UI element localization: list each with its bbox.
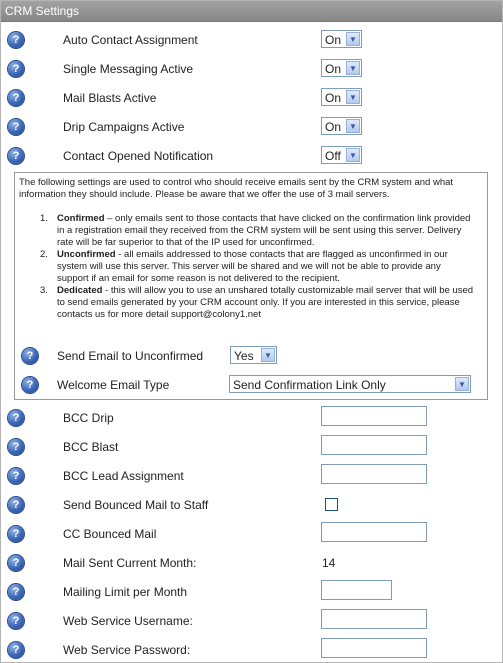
welcome-email-type-value: Send Confirmation Link Only (233, 378, 386, 392)
bounced-to-staff-checkbox[interactable] (325, 498, 338, 511)
auto-contact-assignment-select[interactable] (321, 30, 362, 48)
row-contact-opened (1, 144, 502, 168)
help-icon[interactable]: ? (8, 439, 24, 455)
single-messaging-label: Single Messaging Active (63, 62, 194, 76)
help-icon[interactable]: ? (8, 410, 24, 426)
list-item-text: – only emails sent to those contacts that have clicked on the confirmation link provided in a registration email they received from the CRM system will be sent using this server. Delivery rate will be far superior to that of the IP used for unconfirmed. (57, 213, 471, 248)
list-item-title: Unconfirmed (57, 249, 116, 260)
bcc-lead-assignment-label: BCC Lead Assignment (63, 469, 184, 483)
section-header: CRM Settings (1, 1, 502, 22)
mail-sent-month-label: Mail Sent Current Month: (63, 556, 197, 570)
help-icon[interactable]: ? (8, 526, 24, 542)
help-icon[interactable]: ? (8, 468, 24, 484)
row-ws-password (1, 638, 502, 662)
row-drip-campaigns (1, 115, 502, 139)
row-mailing-limit (1, 580, 502, 604)
help-icon[interactable]: ? (8, 497, 24, 513)
mail-blasts-label: Mail Blasts Active (63, 91, 157, 105)
send-unconfirmed-value: Yes (234, 349, 254, 363)
single-messaging-select[interactable] (321, 59, 362, 77)
mail-blasts-select[interactable] (321, 88, 362, 106)
mail-sent-month-value: 14 (322, 556, 336, 570)
mailing-limit-label: Mailing Limit per Month (63, 585, 188, 599)
ws-username-input[interactable] (321, 609, 427, 629)
list-item (15, 285, 485, 321)
mailing-limit-input[interactable] (321, 580, 392, 600)
help-icon[interactable]: ? (22, 348, 38, 364)
drip-campaigns-select[interactable] (321, 117, 362, 135)
chevron-down-icon[interactable]: ▼ (346, 119, 360, 133)
send-unconfirmed-select[interactable] (230, 346, 277, 364)
row-bounced-to-staff (1, 493, 502, 517)
cc-bounced-mail-input[interactable] (321, 522, 427, 542)
list-item (15, 213, 485, 249)
help-icon[interactable]: ? (8, 32, 24, 48)
row-send-unconfirmed (15, 344, 487, 368)
help-icon[interactable]: ? (8, 584, 24, 600)
row-mail-blasts (1, 86, 502, 110)
cc-bounced-mail-label: CC Bounced Mail (63, 527, 157, 541)
help-icon[interactable]: ? (8, 642, 24, 658)
list-item-number: 2. (40, 249, 48, 260)
auto-contact-assignment-label: Auto Contact Assignment (63, 33, 198, 47)
contact-opened-label: Contact Opened Notification (63, 149, 214, 163)
bcc-drip-label: BCC Drip (63, 411, 114, 425)
chevron-down-icon[interactable]: ▼ (455, 377, 469, 391)
mail-server-info-box (14, 172, 488, 400)
list-item (15, 249, 485, 285)
ws-password-label: Web Service Password: (63, 643, 191, 657)
help-icon[interactable]: ? (8, 613, 24, 629)
info-intro-text: The following settings are used to control who should receive emails sent by the CRM system and what information they should include. Please be aware that we offer the use of 3 mail servers. (19, 177, 454, 200)
drip-campaigns-label: Drip Campaigns Active (63, 120, 185, 134)
welcome-email-type-label: Welcome Email Type (57, 378, 170, 392)
list-item-number: 1. (40, 213, 48, 224)
help-icon[interactable]: ? (8, 148, 24, 164)
bcc-drip-input[interactable] (321, 406, 427, 426)
row-bcc-blast (1, 435, 502, 459)
chevron-down-icon[interactable]: ▼ (261, 348, 275, 362)
row-welcome-email-type (15, 373, 487, 397)
row-single-messaging (1, 57, 502, 81)
help-icon[interactable]: ? (8, 90, 24, 106)
chevron-down-icon[interactable]: ▼ (346, 61, 360, 75)
help-icon[interactable]: ? (22, 377, 38, 393)
row-mail-sent-month (1, 551, 502, 575)
drip-campaigns-value: On (325, 120, 342, 134)
ws-username-label: Web Service Username: (63, 614, 193, 628)
ws-password-input[interactable] (321, 638, 427, 658)
help-icon[interactable]: ? (8, 555, 24, 571)
list-item-number: 3. (40, 285, 48, 296)
contact-opened-select[interactable] (321, 146, 362, 164)
mail-blasts-value: On (325, 91, 342, 105)
row-ws-username (1, 609, 502, 633)
row-bcc-drip (1, 406, 502, 430)
chevron-down-icon[interactable]: ▼ (346, 32, 360, 46)
contact-opened-value: Off (325, 149, 341, 163)
row-auto-contact-assignment (1, 28, 502, 52)
row-cc-bounced-mail (1, 522, 502, 546)
help-icon[interactable]: ? (8, 61, 24, 77)
chevron-down-icon[interactable]: ▼ (346, 148, 360, 162)
send-unconfirmed-label: Send Email to Unconfirmed (57, 349, 204, 363)
list-item-title: Confirmed (57, 213, 105, 224)
bcc-blast-input[interactable] (321, 435, 427, 455)
auto-contact-assignment-value: On (325, 33, 342, 47)
list-item-title: Dedicated (57, 285, 103, 296)
welcome-email-type-select[interactable] (229, 375, 471, 393)
chevron-down-icon[interactable]: ▼ (346, 90, 360, 104)
bcc-lead-assignment-input[interactable] (321, 464, 427, 484)
help-icon[interactable]: ? (8, 119, 24, 135)
row-bcc-lead-assignment (1, 464, 502, 488)
mail-server-list (15, 213, 485, 321)
bcc-blast-label: BCC Blast (63, 440, 119, 454)
bounced-to-staff-label: Send Bounced Mail to Staff (63, 498, 209, 512)
single-messaging-value: On (325, 62, 342, 76)
list-item-text: - all emails addressed to those contacts that are flagged as unconfirmed in our system will use this server. This server will be shared and we will not be able to provide any support if an email for some reason is not delivered to the recipient. (57, 249, 448, 284)
list-item-text: - this will allow you to use an unshared totally customizable mail server that will be used to send emails generated by your CRM account only. If you are interested in this service, please contacts us for more detail support@colony1.net (57, 285, 474, 320)
